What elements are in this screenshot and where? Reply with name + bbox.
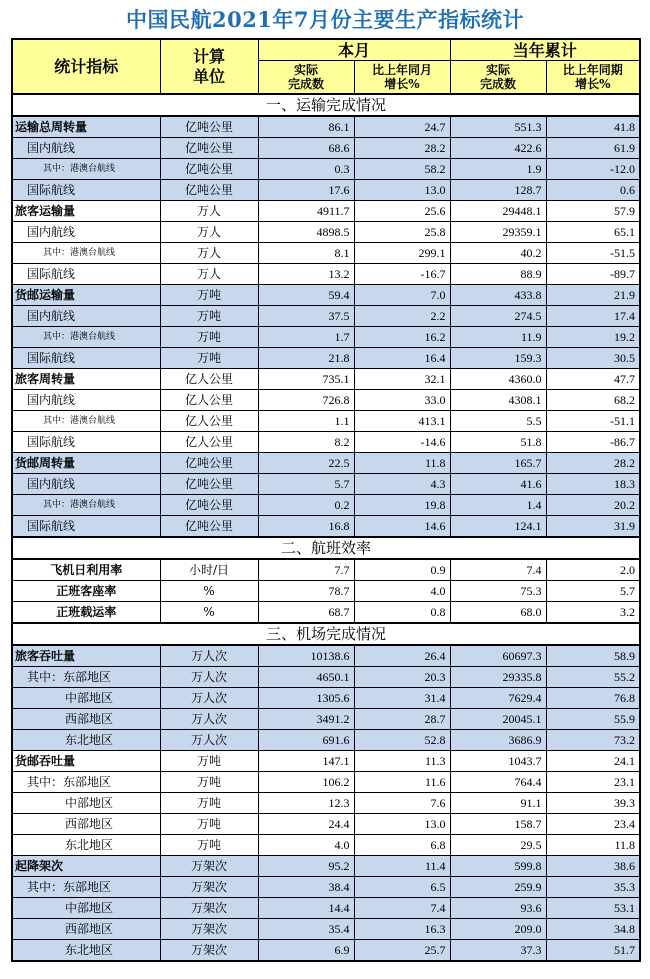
header-ytd-yoy: 比上年同期 增长% bbox=[546, 61, 640, 95]
ytd-yoy-cell: 31.9 bbox=[546, 516, 640, 538]
month-yoy-cell: 58.2 bbox=[354, 159, 450, 180]
month-yoy-cell: 19.8 bbox=[354, 495, 450, 516]
ytd-yoy-cell: 23.4 bbox=[546, 814, 640, 835]
table-row bbox=[12, 793, 640, 814]
month-yoy-cell: 25.7 bbox=[354, 940, 450, 962]
indicator-name-cell: 旅客运输量 bbox=[12, 201, 160, 222]
month-actual-cell: 4650.1 bbox=[258, 667, 354, 688]
ytd-actual-cell: 1.4 bbox=[450, 495, 546, 516]
section-title: 二、航班效率 bbox=[12, 537, 640, 559]
indicator-name-cell: 国际航线 bbox=[12, 180, 160, 201]
unit-cell: 亿吨公里 bbox=[160, 138, 258, 159]
ytd-yoy-cell: -86.7 bbox=[546, 432, 640, 453]
month-actual-cell: 8.2 bbox=[258, 432, 354, 453]
section-header-row bbox=[12, 94, 640, 116]
ytd-yoy-cell: 55.2 bbox=[546, 667, 640, 688]
table-row bbox=[12, 180, 640, 201]
month-yoy-cell: 0.9 bbox=[354, 559, 450, 581]
indicator-name-cell: 正班载运率 bbox=[12, 602, 160, 624]
header-unit: 计算 单位 bbox=[160, 39, 258, 94]
ytd-yoy-cell: 39.3 bbox=[546, 793, 640, 814]
ytd-actual-cell: 68.0 bbox=[450, 602, 546, 624]
unit-cell: 万架次 bbox=[160, 919, 258, 940]
unit-cell: 万人次 bbox=[160, 645, 258, 667]
unit-cell: 万吨 bbox=[160, 772, 258, 793]
month-actual-cell: 3491.2 bbox=[258, 709, 354, 730]
month-actual-cell: 5.7 bbox=[258, 474, 354, 495]
month-actual-cell: 1.7 bbox=[258, 327, 354, 348]
ytd-actual-cell: 51.8 bbox=[450, 432, 546, 453]
indicator-name-cell: 货邮周转量 bbox=[12, 453, 160, 474]
indicator-name-cell: 国际航线 bbox=[12, 432, 160, 453]
table-row bbox=[12, 940, 640, 962]
ytd-actual-cell: 75.3 bbox=[450, 581, 546, 602]
ytd-yoy-cell: 57.9 bbox=[546, 201, 640, 222]
month-actual-cell: 0.3 bbox=[258, 159, 354, 180]
month-actual-cell: 0.2 bbox=[258, 495, 354, 516]
section-title: 三、机场完成情况 bbox=[12, 623, 640, 645]
ytd-actual-cell: 1.9 bbox=[450, 159, 546, 180]
ytd-actual-cell: 551.3 bbox=[450, 116, 546, 138]
month-actual-cell: 86.1 bbox=[258, 116, 354, 138]
indicator-name-cell: 中部地区 bbox=[12, 898, 160, 919]
month-yoy-cell: -16.7 bbox=[354, 264, 450, 285]
unit-cell: 万人次 bbox=[160, 730, 258, 751]
unit-cell: 万人 bbox=[160, 264, 258, 285]
ytd-actual-cell: 128.7 bbox=[450, 180, 546, 201]
month-actual-cell: 691.6 bbox=[258, 730, 354, 751]
month-yoy-cell: 7.6 bbox=[354, 793, 450, 814]
unit-cell: 亿吨公里 bbox=[160, 453, 258, 474]
table-row bbox=[12, 814, 640, 835]
ytd-yoy-cell: 65.1 bbox=[546, 222, 640, 243]
unit-cell: 万吨 bbox=[160, 751, 258, 772]
indicator-name-cell: 正班客座率 bbox=[12, 581, 160, 602]
indicator-name-cell: 旅客周转量 bbox=[12, 369, 160, 390]
table-row bbox=[12, 222, 640, 243]
indicator-name-cell: 东北地区 bbox=[12, 940, 160, 962]
unit-cell: 万架次 bbox=[160, 856, 258, 877]
ytd-yoy-cell: 17.4 bbox=[546, 306, 640, 327]
ytd-yoy-cell: 0.6 bbox=[546, 180, 640, 201]
unit-cell: 万吨 bbox=[160, 348, 258, 369]
month-actual-cell: 14.4 bbox=[258, 898, 354, 919]
table-row bbox=[12, 201, 640, 222]
ytd-yoy-cell: 53.1 bbox=[546, 898, 640, 919]
indicator-name-cell: 国际航线 bbox=[12, 264, 160, 285]
table-row bbox=[12, 877, 640, 898]
header-row-1 bbox=[12, 39, 640, 61]
ytd-yoy-cell: 73.2 bbox=[546, 730, 640, 751]
month-yoy-cell: 413.1 bbox=[354, 411, 450, 432]
ytd-yoy-cell: -51.1 bbox=[546, 411, 640, 432]
ytd-actual-cell: 60697.3 bbox=[450, 645, 546, 667]
ytd-actual-cell: 29448.1 bbox=[450, 201, 546, 222]
unit-cell: 万人 bbox=[160, 201, 258, 222]
ytd-actual-cell: 93.6 bbox=[450, 898, 546, 919]
unit-cell: 万架次 bbox=[160, 940, 258, 962]
month-actual-cell: 16.8 bbox=[258, 516, 354, 538]
month-actual-cell: 726.8 bbox=[258, 390, 354, 411]
month-actual-cell: 78.7 bbox=[258, 581, 354, 602]
month-yoy-cell: 7.4 bbox=[354, 898, 450, 919]
month-actual-cell: 22.5 bbox=[258, 453, 354, 474]
unit-cell: 亿吨公里 bbox=[160, 159, 258, 180]
ytd-actual-cell: 165.7 bbox=[450, 453, 546, 474]
indicator-name-cell: 货邮运输量 bbox=[12, 285, 160, 306]
indicator-name-cell: 其中：港澳台航线 bbox=[12, 327, 160, 348]
month-yoy-cell: 4.3 bbox=[354, 474, 450, 495]
month-actual-cell: 147.1 bbox=[258, 751, 354, 772]
indicator-name-cell: 其中：东部地区 bbox=[12, 877, 160, 898]
table-row bbox=[12, 667, 640, 688]
month-yoy-cell: 33.0 bbox=[354, 390, 450, 411]
table-row bbox=[12, 495, 640, 516]
month-yoy-cell: 16.3 bbox=[354, 919, 450, 940]
header-month-actual: 实际 完成数 bbox=[258, 61, 354, 95]
ytd-yoy-cell: 34.8 bbox=[546, 919, 640, 940]
indicator-name-cell: 其中：港澳台航线 bbox=[12, 243, 160, 264]
month-actual-cell: 13.2 bbox=[258, 264, 354, 285]
table-row bbox=[12, 116, 640, 138]
ytd-yoy-cell: 55.9 bbox=[546, 709, 640, 730]
ytd-yoy-cell: 58.9 bbox=[546, 645, 640, 667]
month-actual-cell: 21.8 bbox=[258, 348, 354, 369]
indicator-name-cell: 其中：港澳台航线 bbox=[12, 411, 160, 432]
unit-cell: 小时/日 bbox=[160, 559, 258, 581]
month-yoy-cell: 6.5 bbox=[354, 877, 450, 898]
table-row bbox=[12, 474, 640, 495]
indicator-name-cell: 其中：东部地区 bbox=[12, 667, 160, 688]
table-row bbox=[12, 138, 640, 159]
month-yoy-cell: 11.3 bbox=[354, 751, 450, 772]
indicator-name-cell: 国内航线 bbox=[12, 390, 160, 411]
indicator-name-cell: 国内航线 bbox=[12, 138, 160, 159]
indicator-name-cell: 西部地区 bbox=[12, 814, 160, 835]
ytd-actual-cell: 40.2 bbox=[450, 243, 546, 264]
table-row bbox=[12, 751, 640, 772]
indicator-name-cell: 飞机日利用率 bbox=[12, 559, 160, 581]
month-yoy-cell: 16.2 bbox=[354, 327, 450, 348]
month-actual-cell: 68.6 bbox=[258, 138, 354, 159]
month-yoy-cell: 25.6 bbox=[354, 201, 450, 222]
unit-cell: 万人次 bbox=[160, 709, 258, 730]
table-row bbox=[12, 306, 640, 327]
table-row bbox=[12, 411, 640, 432]
stats-table-wrapper bbox=[11, 38, 639, 962]
ytd-yoy-cell: 38.6 bbox=[546, 856, 640, 877]
ytd-yoy-cell: 11.8 bbox=[546, 835, 640, 856]
month-yoy-cell: 2.2 bbox=[354, 306, 450, 327]
table-row bbox=[12, 516, 640, 538]
month-actual-cell: 7.7 bbox=[258, 559, 354, 581]
ytd-yoy-cell: 35.3 bbox=[546, 877, 640, 898]
ytd-yoy-cell: 68.2 bbox=[546, 390, 640, 411]
ytd-actual-cell: 209.0 bbox=[450, 919, 546, 940]
ytd-yoy-cell: 51.7 bbox=[546, 940, 640, 962]
indicator-name-cell: 中部地区 bbox=[12, 793, 160, 814]
unit-cell: 亿吨公里 bbox=[160, 495, 258, 516]
month-yoy-cell: 28.7 bbox=[354, 709, 450, 730]
ytd-yoy-cell: 76.8 bbox=[546, 688, 640, 709]
month-yoy-cell: 31.4 bbox=[354, 688, 450, 709]
ytd-yoy-cell: 20.2 bbox=[546, 495, 640, 516]
unit-cell: 万人次 bbox=[160, 688, 258, 709]
month-yoy-cell: 11.4 bbox=[354, 856, 450, 877]
ytd-actual-cell: 7.4 bbox=[450, 559, 546, 581]
month-yoy-cell: 13.0 bbox=[354, 180, 450, 201]
month-actual-cell: 24.4 bbox=[258, 814, 354, 835]
ytd-actual-cell: 764.4 bbox=[450, 772, 546, 793]
unit-cell: 亿人公里 bbox=[160, 390, 258, 411]
ytd-actual-cell: 422.6 bbox=[450, 138, 546, 159]
ytd-actual-cell: 7629.4 bbox=[450, 688, 546, 709]
month-yoy-cell: 24.7 bbox=[354, 116, 450, 138]
indicator-name-cell: 东北地区 bbox=[12, 730, 160, 751]
ytd-actual-cell: 88.9 bbox=[450, 264, 546, 285]
month-yoy-cell: 6.8 bbox=[354, 835, 450, 856]
unit-cell: % bbox=[160, 602, 258, 624]
indicator-name-cell: 国内航线 bbox=[12, 306, 160, 327]
indicator-name-cell: 西部地区 bbox=[12, 919, 160, 940]
unit-cell: 万人 bbox=[160, 243, 258, 264]
month-yoy-cell: 20.3 bbox=[354, 667, 450, 688]
month-actual-cell: 95.2 bbox=[258, 856, 354, 877]
table-row bbox=[12, 835, 640, 856]
month-actual-cell: 4898.5 bbox=[258, 222, 354, 243]
unit-cell: 万吨 bbox=[160, 327, 258, 348]
table-row bbox=[12, 559, 640, 581]
header-ytd: 当年累计 bbox=[450, 39, 640, 61]
ytd-yoy-cell: 2.0 bbox=[546, 559, 640, 581]
unit-cell: 万吨 bbox=[160, 835, 258, 856]
table-row bbox=[12, 898, 640, 919]
month-yoy-cell: 4.0 bbox=[354, 581, 450, 602]
month-yoy-cell: -14.6 bbox=[354, 432, 450, 453]
month-actual-cell: 17.6 bbox=[258, 180, 354, 201]
indicator-name-cell: 起降架次 bbox=[12, 856, 160, 877]
ytd-actual-cell: 41.6 bbox=[450, 474, 546, 495]
month-actual-cell: 1.1 bbox=[258, 411, 354, 432]
table-row bbox=[12, 327, 640, 348]
header-month: 本月 bbox=[258, 39, 450, 61]
table-row bbox=[12, 602, 640, 624]
unit-cell: 万架次 bbox=[160, 898, 258, 919]
unit-cell: 亿人公里 bbox=[160, 411, 258, 432]
unit-cell: 万吨 bbox=[160, 285, 258, 306]
month-yoy-cell: 14.6 bbox=[354, 516, 450, 538]
indicator-name-cell: 中部地区 bbox=[12, 688, 160, 709]
unit-cell: 万架次 bbox=[160, 877, 258, 898]
ytd-yoy-cell: 23.1 bbox=[546, 772, 640, 793]
month-actual-cell: 68.7 bbox=[258, 602, 354, 624]
ytd-actual-cell: 259.9 bbox=[450, 877, 546, 898]
month-yoy-cell: 52.8 bbox=[354, 730, 450, 751]
indicator-name-cell: 东北地区 bbox=[12, 835, 160, 856]
table-row bbox=[12, 348, 640, 369]
section-title: 一、运输完成情况 bbox=[12, 94, 640, 116]
unit-cell: 亿吨公里 bbox=[160, 116, 258, 138]
indicator-name-cell: 国内航线 bbox=[12, 474, 160, 495]
unit-cell: 亿吨公里 bbox=[160, 180, 258, 201]
table-row bbox=[12, 919, 640, 940]
table-row bbox=[12, 432, 640, 453]
ytd-actual-cell: 20045.1 bbox=[450, 709, 546, 730]
unit-cell: 万吨 bbox=[160, 793, 258, 814]
ytd-yoy-cell: 18.3 bbox=[546, 474, 640, 495]
indicator-name-cell: 其中：港澳台航线 bbox=[12, 159, 160, 180]
ytd-actual-cell: 158.7 bbox=[450, 814, 546, 835]
ytd-actual-cell: 124.1 bbox=[450, 516, 546, 538]
month-actual-cell: 6.9 bbox=[258, 940, 354, 962]
indicator-name-cell: 运输总周转量 bbox=[12, 116, 160, 138]
month-actual-cell: 735.1 bbox=[258, 369, 354, 390]
stats-table bbox=[11, 38, 641, 962]
ytd-yoy-cell: 24.1 bbox=[546, 751, 640, 772]
ytd-actual-cell: 11.9 bbox=[450, 327, 546, 348]
month-actual-cell: 35.4 bbox=[258, 919, 354, 940]
indicator-name-cell: 国际航线 bbox=[12, 516, 160, 538]
month-actual-cell: 8.1 bbox=[258, 243, 354, 264]
unit-cell: 亿吨公里 bbox=[160, 516, 258, 538]
page-title: 中国民航2021年7月份主要生产指标统计 bbox=[125, 7, 525, 32]
ytd-yoy-cell: 19.2 bbox=[546, 327, 640, 348]
month-actual-cell: 106.2 bbox=[258, 772, 354, 793]
unit-cell: % bbox=[160, 581, 258, 602]
ytd-actual-cell: 274.5 bbox=[450, 306, 546, 327]
unit-cell: 万吨 bbox=[160, 814, 258, 835]
indicator-name-cell: 西部地区 bbox=[12, 709, 160, 730]
month-yoy-cell: 299.1 bbox=[354, 243, 450, 264]
month-actual-cell: 37.5 bbox=[258, 306, 354, 327]
ytd-yoy-cell: 28.2 bbox=[546, 453, 640, 474]
ytd-actual-cell: 29.5 bbox=[450, 835, 546, 856]
ytd-yoy-cell: -89.7 bbox=[546, 264, 640, 285]
table-row bbox=[12, 856, 640, 877]
table-row bbox=[12, 369, 640, 390]
month-yoy-cell: 7.0 bbox=[354, 285, 450, 306]
table-row bbox=[12, 772, 640, 793]
table-row bbox=[12, 390, 640, 411]
indicator-name-cell: 货邮吞吐量 bbox=[12, 751, 160, 772]
ytd-actual-cell: 433.8 bbox=[450, 285, 546, 306]
header-indicator: 统计指标 bbox=[12, 39, 160, 94]
table-row bbox=[12, 285, 640, 306]
table-row bbox=[12, 159, 640, 180]
month-yoy-cell: 11.8 bbox=[354, 453, 450, 474]
ytd-actual-cell: 37.3 bbox=[450, 940, 546, 962]
ytd-actual-cell: 29335.8 bbox=[450, 667, 546, 688]
ytd-yoy-cell: -12.0 bbox=[546, 159, 640, 180]
indicator-name-cell: 旅客吞吐量 bbox=[12, 645, 160, 667]
ytd-yoy-cell: 61.9 bbox=[546, 138, 640, 159]
table-row bbox=[12, 243, 640, 264]
ytd-actual-cell: 4360.0 bbox=[450, 369, 546, 390]
unit-cell: 亿吨公里 bbox=[160, 474, 258, 495]
month-actual-cell: 4.0 bbox=[258, 835, 354, 856]
unit-cell: 万人次 bbox=[160, 667, 258, 688]
ytd-actual-cell: 159.3 bbox=[450, 348, 546, 369]
month-actual-cell: 38.4 bbox=[258, 877, 354, 898]
section-header-row bbox=[12, 537, 640, 559]
month-yoy-cell: 11.6 bbox=[354, 772, 450, 793]
month-yoy-cell: 0.8 bbox=[354, 602, 450, 624]
section-header-row bbox=[12, 623, 640, 645]
ytd-actual-cell: 3686.9 bbox=[450, 730, 546, 751]
unit-cell: 万吨 bbox=[160, 306, 258, 327]
table-row bbox=[12, 730, 640, 751]
table-row bbox=[12, 453, 640, 474]
ytd-actual-cell: 5.5 bbox=[450, 411, 546, 432]
ytd-actual-cell: 4308.1 bbox=[450, 390, 546, 411]
indicator-name-cell: 其中：港澳台航线 bbox=[12, 495, 160, 516]
indicator-name-cell: 国际航线 bbox=[12, 348, 160, 369]
ytd-yoy-cell: -51.5 bbox=[546, 243, 640, 264]
ytd-yoy-cell: 21.9 bbox=[546, 285, 640, 306]
indicator-name-cell: 国内航线 bbox=[12, 222, 160, 243]
table-row bbox=[12, 581, 640, 602]
month-yoy-cell: 28.2 bbox=[354, 138, 450, 159]
month-actual-cell: 10138.6 bbox=[258, 645, 354, 667]
ytd-yoy-cell: 30.5 bbox=[546, 348, 640, 369]
month-yoy-cell: 25.8 bbox=[354, 222, 450, 243]
unit-cell: 亿人公里 bbox=[160, 432, 258, 453]
month-yoy-cell: 16.4 bbox=[354, 348, 450, 369]
month-yoy-cell: 13.0 bbox=[354, 814, 450, 835]
ytd-yoy-cell: 47.7 bbox=[546, 369, 640, 390]
ytd-actual-cell: 1043.7 bbox=[450, 751, 546, 772]
indicator-name-cell: 其中：东部地区 bbox=[12, 772, 160, 793]
month-yoy-cell: 26.4 bbox=[354, 645, 450, 667]
month-actual-cell: 59.4 bbox=[258, 285, 354, 306]
unit-cell: 亿人公里 bbox=[160, 369, 258, 390]
unit-cell: 万人 bbox=[160, 222, 258, 243]
month-actual-cell: 1305.6 bbox=[258, 688, 354, 709]
ytd-actual-cell: 29359.1 bbox=[450, 222, 546, 243]
table-row bbox=[12, 264, 640, 285]
month-actual-cell: 12.3 bbox=[258, 793, 354, 814]
month-actual-cell: 4911.7 bbox=[258, 201, 354, 222]
table-row bbox=[12, 688, 640, 709]
header-ytd-actual: 实际 完成数 bbox=[450, 61, 546, 95]
table-row bbox=[12, 709, 640, 730]
ytd-yoy-cell: 3.2 bbox=[546, 602, 640, 624]
ytd-yoy-cell: 5.7 bbox=[546, 581, 640, 602]
month-yoy-cell: 32.1 bbox=[354, 369, 450, 390]
ytd-actual-cell: 599.8 bbox=[450, 856, 546, 877]
table-row bbox=[12, 645, 640, 667]
ytd-yoy-cell: 41.8 bbox=[546, 116, 640, 138]
ytd-actual-cell: 91.1 bbox=[450, 793, 546, 814]
header-month-yoy: 比上年同月 增长% bbox=[354, 61, 450, 95]
